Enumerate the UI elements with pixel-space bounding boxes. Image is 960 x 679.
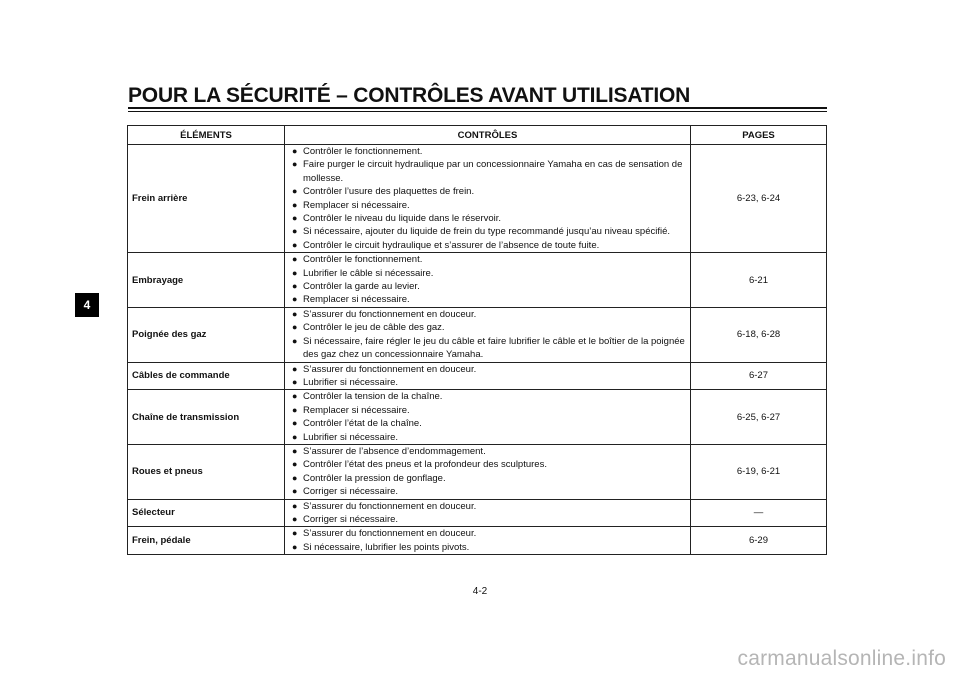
watermark-text: carmanualsonline.info [737,647,946,670]
control-text: Corriger si nécessaire. [303,513,399,525]
row-controls [285,499,691,527]
row-element: Chaîne de transmission [128,390,285,445]
inspection-table [127,125,827,555]
list-item [292,417,686,430]
row-element: Embrayage [128,253,285,308]
control-list [292,390,686,444]
row-controls [285,390,691,445]
table-row [128,444,827,499]
bullet-icon: ● [292,376,298,387]
table-row [128,145,827,253]
bullet-icon: ● [292,391,298,402]
header-pages: PAGES [691,126,827,145]
control-list [292,500,686,527]
bullet-icon: ● [292,500,298,511]
control-text: Contrôler l’état de la chaîne. [303,418,422,430]
list-item [292,293,686,306]
control-text: S’assurer du fonctionnement en douceur. [303,308,477,320]
list-item [292,308,686,321]
title-rule-thin [128,111,827,112]
list-item [292,472,686,485]
control-text: Lubrifier si nécessaire. [303,376,399,388]
table-row [128,527,827,555]
bullet-icon: ● [292,459,298,470]
list-item [292,458,686,471]
list-item [292,158,686,185]
list-item [292,513,686,526]
list-item [292,145,686,158]
list-item [292,185,686,198]
control-text: Contrôler la tension de la chaîne. [303,391,443,403]
bullet-icon: ● [292,159,298,170]
table-body [128,145,827,555]
row-pages: 6-19, 6-21 [691,444,827,499]
control-text: Faire purger le circuit hydraulique par un concessionnaire Yamaha en cas de sensation de mollesse. [303,159,683,184]
row-pages: 6-18, 6-28 [691,307,827,362]
control-text: Contrôler le fonctionnement. [303,146,423,157]
control-text: Contrôler la garde au levier. [303,281,420,293]
control-list [292,363,686,390]
control-text: Contrôler le fonctionnement. [303,254,423,266]
list-item [292,267,686,280]
control-text: Contrôler le circuit hydraulique et s’assurer de l’absence de toute fuite. [303,239,600,251]
bullet-icon: ● [292,528,298,539]
page-number: 4-2 [472,586,488,597]
list-item [292,280,686,293]
list-item [292,321,686,334]
list-item [292,485,686,498]
control-list [292,527,686,554]
row-controls [285,253,691,308]
control-text: S’assurer du fonctionnement en douceur. [303,528,477,540]
control-list [292,253,686,307]
bullet-icon: ● [292,472,298,483]
table-header-row [128,126,827,145]
row-pages: — [691,499,827,527]
control-text: S’assurer du fonctionnement en douceur. [303,500,477,512]
title-rule-thick [128,107,827,109]
list-item [292,335,686,362]
control-text: Remplacer si nécessaire. [303,199,410,211]
control-list [292,145,686,252]
bullet-icon: ● [292,445,298,456]
control-text: Remplacer si nécessaire. [303,404,410,416]
bullet-icon: ● [292,541,298,552]
control-text: Contrôler l’état des pneus et la profondeur des sculptures. [303,459,547,471]
bullet-icon: ● [292,186,298,197]
control-text: Si nécessaire, ajouter du liquide de frein du type recommandé jusqu’au niveau spécifié. [303,226,671,238]
bullet-icon: ● [292,254,298,265]
control-text: Si nécessaire, lubrifier les points pivots. [303,541,470,553]
bullet-icon: ● [292,308,298,319]
control-text: S’assurer du fonctionnement en douceur. [303,363,477,375]
row-pages: 6-23, 6-24 [691,145,827,253]
bullet-icon: ● [292,335,298,346]
control-text: Lubrifier si nécessaire. [303,431,399,443]
row-controls [285,307,691,362]
header-elements: ÉLÉMENTS [128,126,285,145]
row-pages: 6-27 [691,362,827,390]
list-item [292,225,686,238]
list-item [292,239,686,252]
bullet-icon: ● [292,322,298,333]
control-text: Contrôler l’usure des plaquettes de frein. [303,186,475,198]
bullet-icon: ● [292,226,298,237]
list-item [292,404,686,417]
row-controls [285,444,691,499]
bullet-icon: ● [292,404,298,415]
row-controls [285,145,691,253]
control-text: Remplacer si nécessaire. [303,294,410,306]
row-controls [285,527,691,555]
bullet-icon: ● [292,199,298,210]
control-list [292,308,686,362]
table-row [128,362,827,390]
bullet-icon: ● [292,418,298,429]
page-title: POUR LA SÉCURITÉ – CONTRÔLES AVANT UTILISATION [128,84,691,107]
control-list [292,445,686,499]
control-text: Si nécessaire, faire régler le jeu du câble et faire lubrifier le câble et le boîtier de la poignée des gaz chez un concessionnaire Yamaha. [303,335,685,361]
list-item [292,376,686,389]
row-element: Poignée des gaz [128,307,285,362]
row-pages: 6-21 [691,253,827,308]
bullet-icon: ● [292,281,298,292]
list-item [292,541,686,554]
list-item [292,500,686,513]
table-row [128,253,827,308]
row-element: Roues et pneus [128,444,285,499]
list-item [292,253,686,266]
list-item [292,390,686,403]
list-item [292,212,686,225]
control-text: S’assurer de l’absence d’endommagement. [303,445,486,457]
control-text: Contrôler la pression de gonflage. [303,472,446,484]
table-row [128,307,827,362]
bullet-icon: ● [292,486,298,497]
chapter-tab: 4 [75,293,99,317]
table-row [128,390,827,445]
list-item [292,431,686,444]
row-controls [285,362,691,390]
table-row [128,499,827,527]
row-element: Frein arrière [128,145,285,253]
row-element: Sélecteur [128,499,285,527]
bullet-icon: ● [292,431,298,442]
control-text: Lubrifier le câble si nécessaire. [303,267,434,279]
list-item [292,527,686,540]
bullet-icon: ● [292,146,298,156]
list-item [292,445,686,458]
control-text: Contrôler le niveau du liquide dans le réservoir. [303,213,502,225]
row-element: Câbles de commande [128,362,285,390]
bullet-icon: ● [292,239,298,250]
bullet-icon: ● [292,213,298,224]
row-pages: 6-25, 6-27 [691,390,827,445]
control-text: Contrôler le jeu de câble des gaz. [303,322,445,334]
bullet-icon: ● [292,267,298,278]
control-text: Corriger si nécessaire. [303,486,399,498]
row-pages: 6-29 [691,527,827,555]
list-item [292,199,686,212]
bullet-icon: ● [292,294,298,305]
header-controls: CONTRÔLES [285,126,691,145]
row-element: Frein, pédale [128,527,285,555]
bullet-icon: ● [292,513,298,524]
bullet-icon: ● [292,363,298,374]
list-item [292,363,686,376]
